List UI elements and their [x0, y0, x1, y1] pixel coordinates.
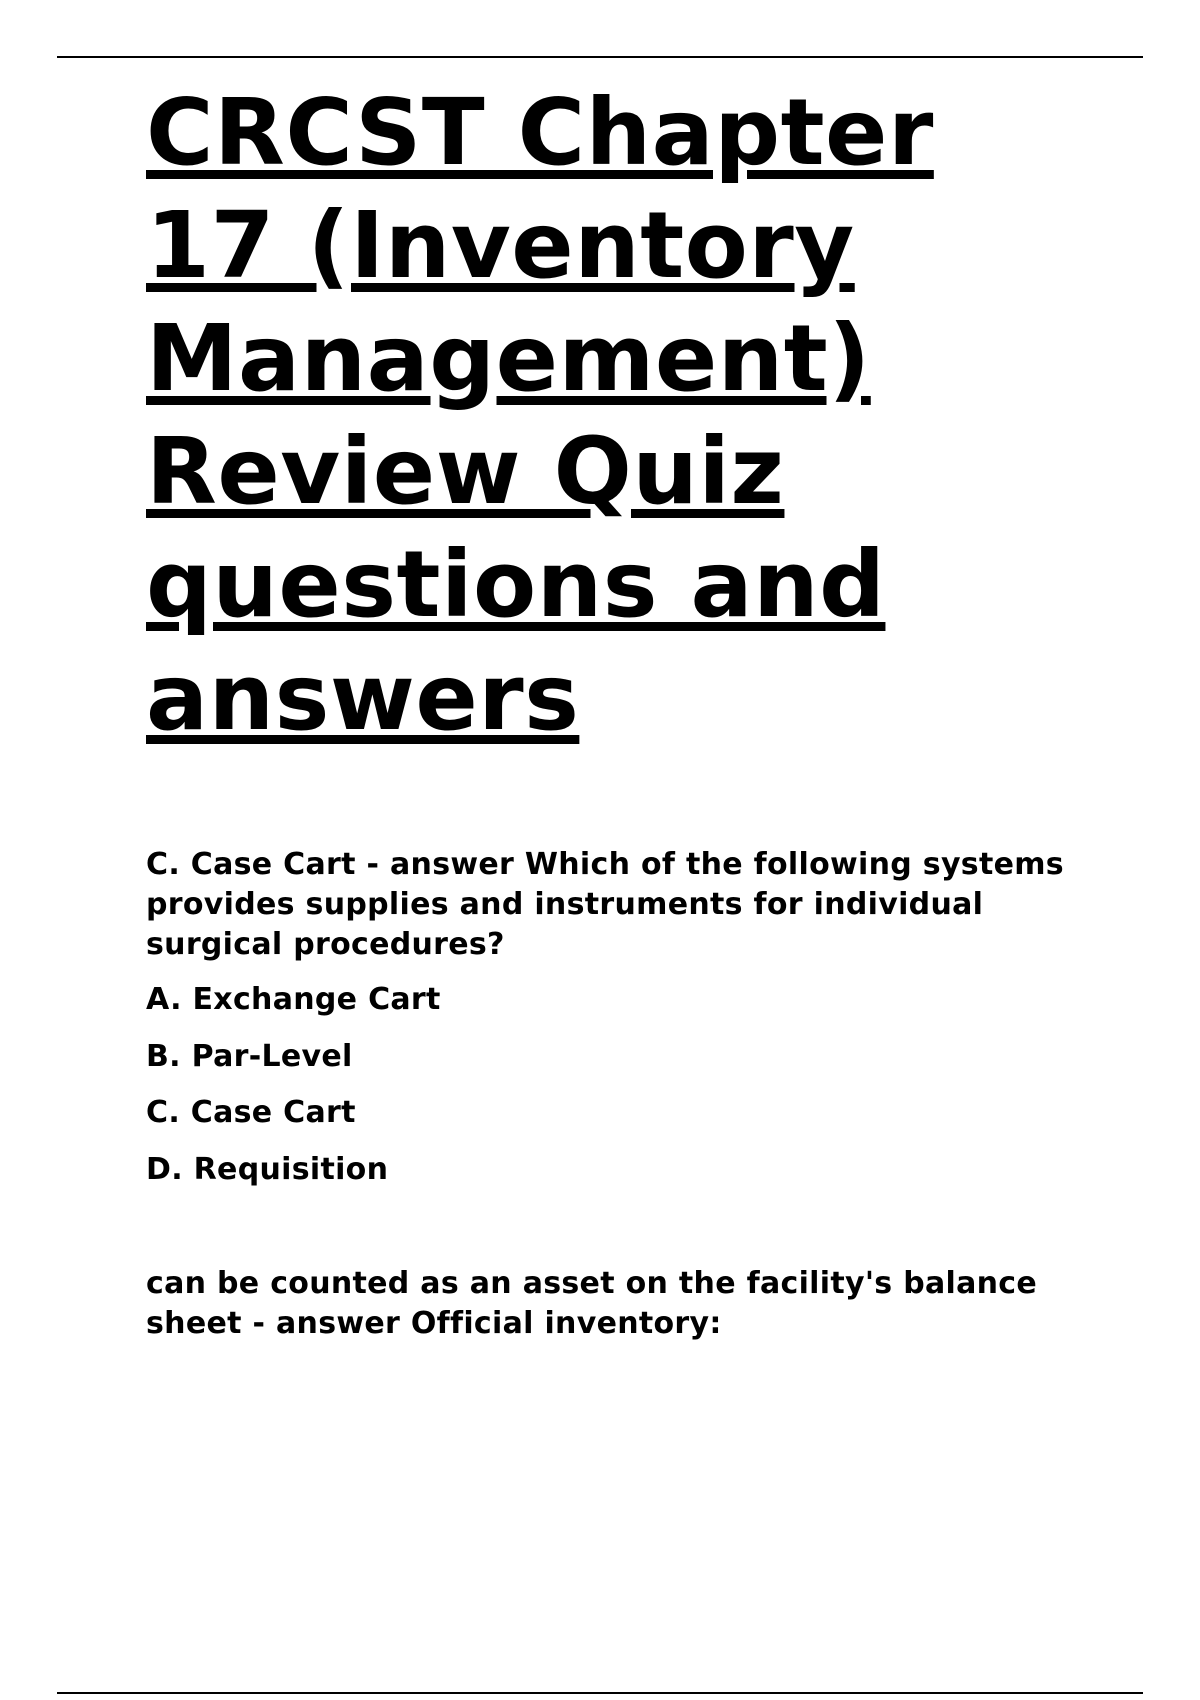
answer-option: D. Requisition: [146, 1151, 389, 1187]
question-answer-text: C. Case Cart - answer Which of the following systems provides supplies and instruments for individual surgical procedures?: [146, 847, 1064, 962]
bottom-rule: [57, 1692, 1143, 1694]
title-line: 17 (Inventory: [146, 192, 855, 299]
top-rule: [57, 56, 1143, 58]
answer-option: A. Exchange Cart: [146, 982, 441, 1017]
title-line: Management): [146, 305, 871, 412]
answer-option: C. Case Cart: [146, 1095, 356, 1130]
answer-options-list: [146, 980, 441, 1206]
answer-option: B. Par-Level: [146, 1038, 353, 1074]
document-title: [146, 76, 1106, 754]
question-answer-text: can be counted as an asset on the facility's balance sheet - answer Official inventory:: [146, 1266, 1038, 1341]
title-line: Review Quiz: [146, 418, 785, 525]
title-line: answers: [146, 644, 580, 751]
title-line: CRCST Chapter: [146, 79, 934, 186]
title-line: questions and: [146, 531, 886, 638]
